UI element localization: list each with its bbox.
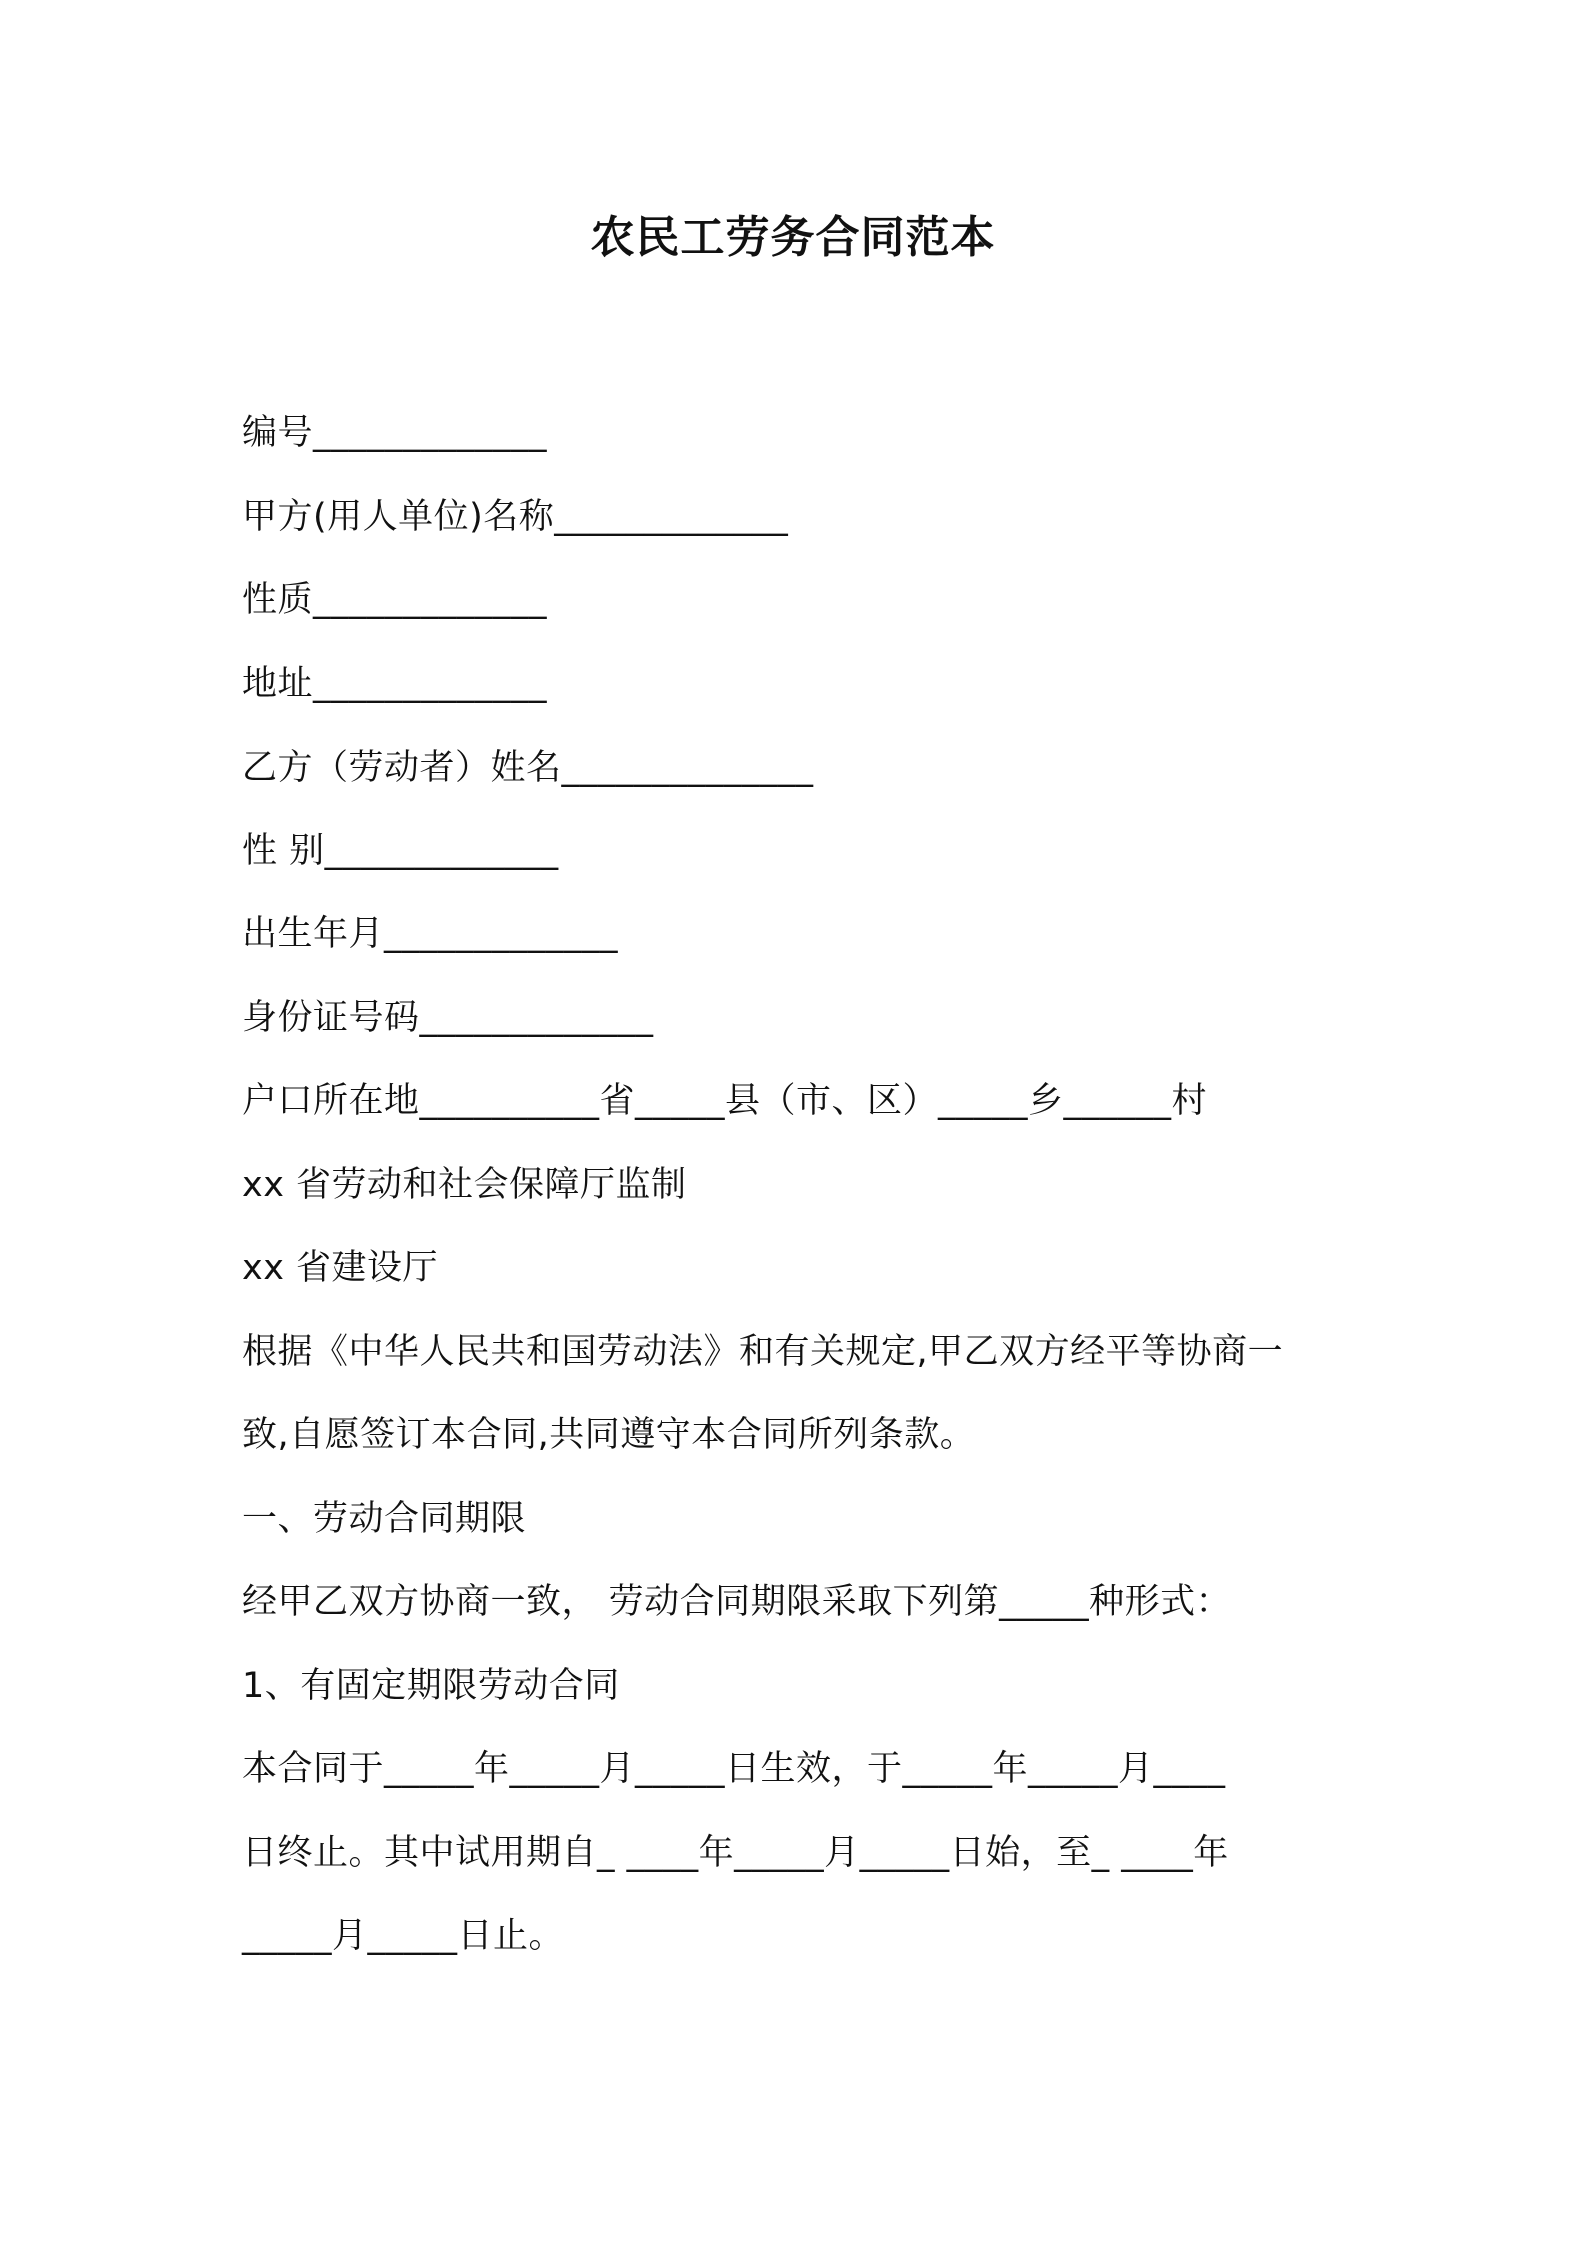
field-number: 编号_____________ [242, 413, 548, 453]
effective-date-line-3: _____月_____日止。 [242, 1916, 565, 1956]
document-title: 农民工劳务合同范本 [590, 212, 996, 263]
contract-term-form: 经甲乙双方协商一致， 劳动合同期限采取下列第_____种形式： [242, 1582, 1232, 1622]
effective-date-line-1: 本合同于_____年_____月_____日生效，于_____年_____月____ [242, 1749, 1226, 1789]
field-nature: 性质_____________ [242, 580, 548, 620]
issuer-labor-department: xx 省劳动和社会保障厅监制 [242, 1165, 687, 1205]
field-party-a-name: 甲方(用人单位)名称_____________ [242, 497, 789, 537]
preamble-line-2: 致,自愿签订本合同,共同遵守本合同所列条款。 [242, 1415, 976, 1455]
field-address: 地址_____________ [242, 664, 548, 704]
effective-date-line-2: 日终止。其中试用期自_ ____年_____月_____日始，至_ ____年 [242, 1833, 1229, 1873]
issuer-construction-department: xx 省建设厅 [242, 1248, 439, 1288]
field-party-b-name: 乙方（劳动者）姓名______________ [242, 748, 814, 788]
field-gender: 性 别_____________ [242, 831, 559, 871]
preamble-line-1: 根据《中华人民共和国劳动法》和有关规定,甲乙双方经平等协商一 [242, 1332, 1284, 1372]
field-household-location: 户口所在地__________省_____县（市、区）_____乡______村 [242, 1081, 1208, 1121]
clause-fixed-term: 1、有固定期限劳动合同 [242, 1666, 620, 1706]
field-id-number: 身份证号码_____________ [242, 998, 654, 1038]
field-birth-date: 出生年月_____________ [242, 914, 619, 954]
section-heading-contract-term: 一、劳动合同期限 [242, 1499, 527, 1539]
